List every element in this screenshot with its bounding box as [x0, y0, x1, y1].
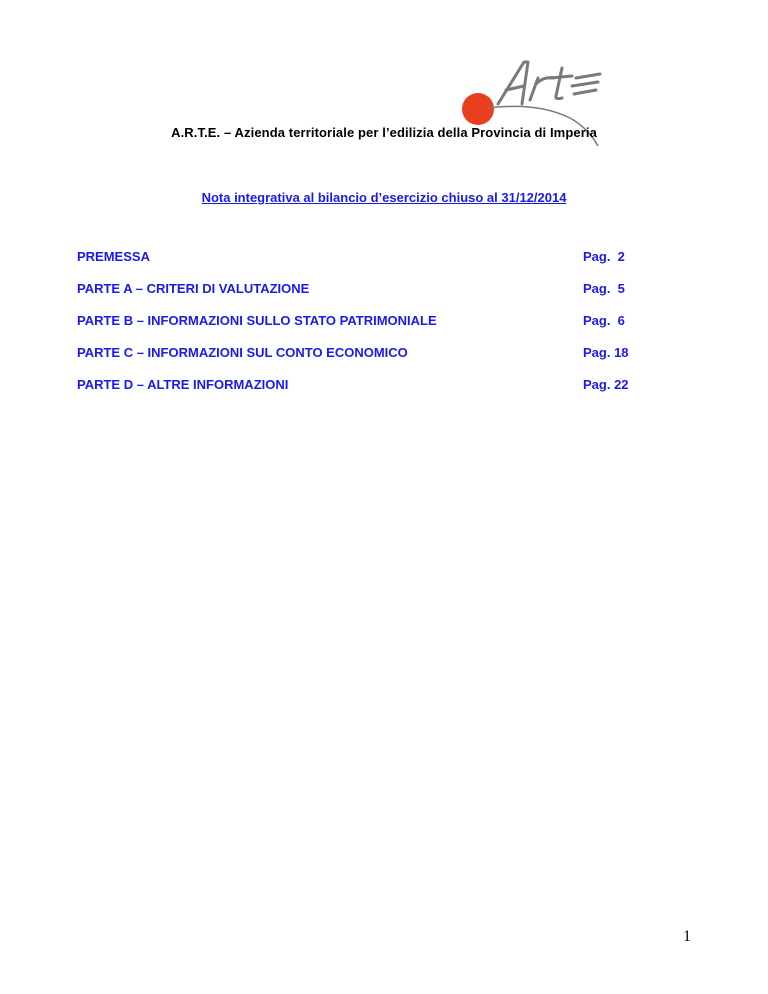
toc-item-parte-a[interactable] — [77, 281, 637, 313]
page-number: 1 — [683, 928, 691, 945]
toc-item-label[interactable]: PARTE B – INFORMAZIONI SULLO STATO PATRIMONIALE — [77, 313, 437, 328]
logo-letter-a — [498, 62, 528, 104]
toc-item-page[interactable]: Pag. 6 — [583, 313, 625, 328]
document-subtitle[interactable]: Nota integrativa al bilancio d’esercizio chiuso al 31/12/2014 — [201, 190, 567, 205]
toc-item-parte-d[interactable] — [77, 377, 637, 409]
toc-item-page[interactable]: Pag. 5 — [583, 281, 625, 296]
toc-item-page[interactable]: Pag. 2 — [583, 249, 625, 264]
toc-item-label[interactable]: PARTE A – CRITERI DI VALUTAZIONE — [77, 281, 310, 296]
logo-sun — [462, 93, 494, 125]
table-of-contents — [77, 249, 637, 409]
logo-letter-t — [550, 68, 572, 99]
logo-letter-r — [530, 78, 554, 100]
toc-item-label[interactable]: PARTE D – ALTRE INFORMAZIONI — [77, 377, 289, 392]
header-title: A.R.T.E. – Azienda territoriale per l’edilizia della Provincia di Imperia — [171, 125, 597, 140]
toc-item-page[interactable]: Pag. 18 — [583, 345, 629, 360]
toc-item-label[interactable]: PREMESSA — [77, 249, 150, 264]
toc-item-premessa[interactable] — [77, 249, 637, 281]
logo-letter-e — [572, 74, 600, 94]
toc-item-page[interactable]: Pag. 22 — [583, 377, 629, 392]
toc-item-label[interactable]: PARTE C – INFORMAZIONI SUL CONTO ECONOMICO — [77, 345, 408, 360]
toc-item-parte-b[interactable] — [77, 313, 637, 345]
toc-item-parte-c[interactable] — [77, 345, 637, 377]
